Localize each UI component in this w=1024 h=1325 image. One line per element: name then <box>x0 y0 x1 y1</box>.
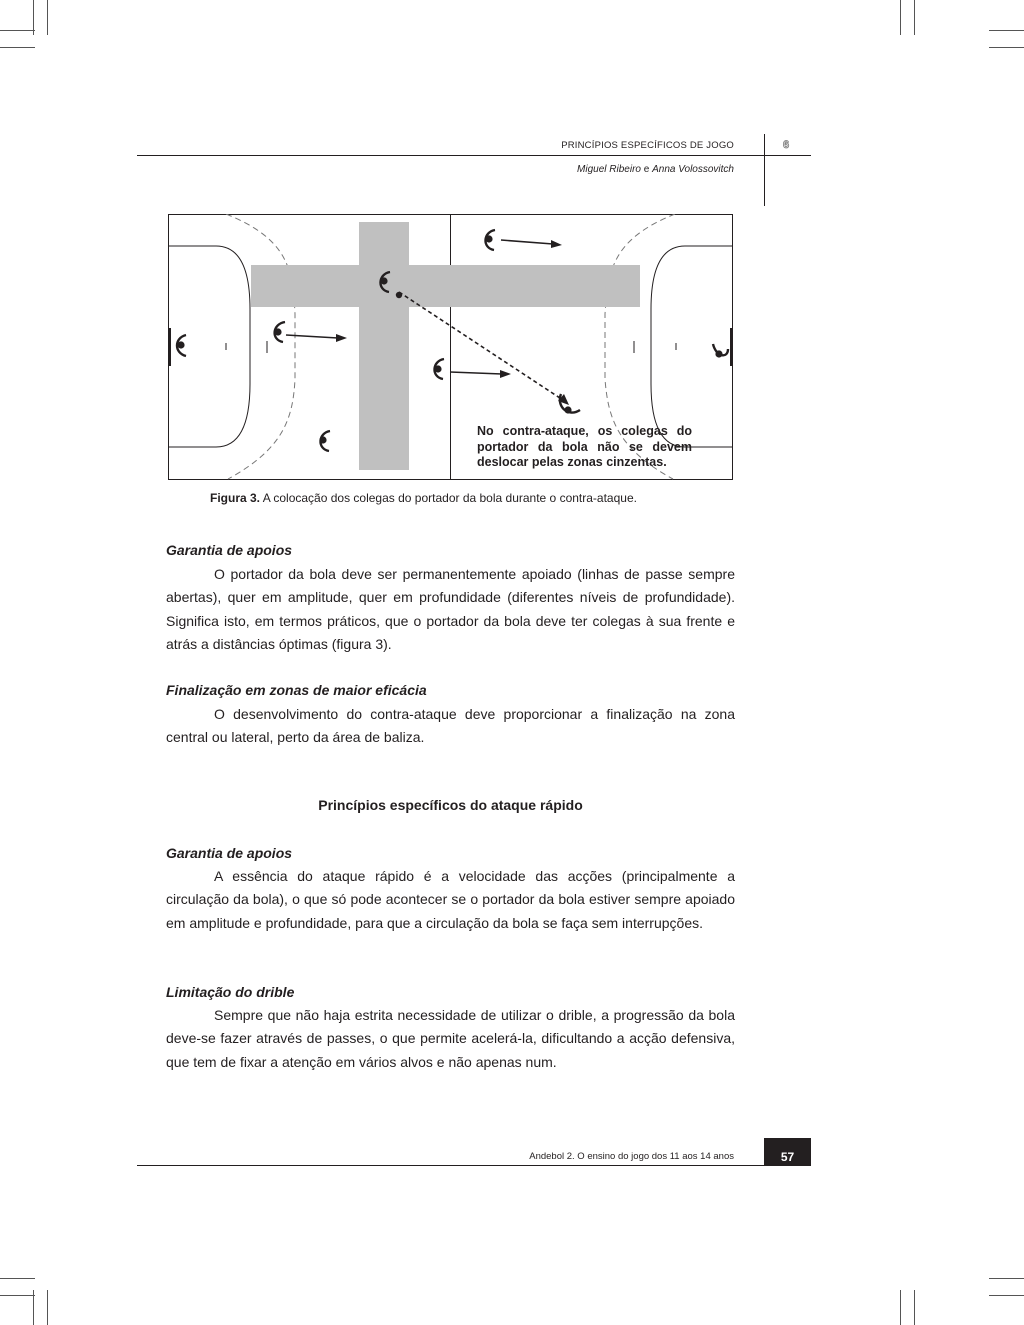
section-heading: Garantia de apoios <box>166 845 293 861</box>
author-separator: e <box>640 164 653 175</box>
header-vertical-rule <box>764 134 765 206</box>
footer-rule <box>137 1165 811 1166</box>
section-heading: Limitação do drible <box>166 984 295 1000</box>
running-title: PRINCÍPIOS ESPECÍFICOS DE JOGO <box>561 140 734 151</box>
subsection-title: Princípios específicos do ataque rápido <box>318 797 583 813</box>
author-1: Miguel Ribeiro <box>577 164 641 175</box>
figure-note: No contra-ataque, os colegas do portador da bola não se devem deslocar pelas zonas cinzentas. <box>477 424 692 469</box>
handball-court-figure <box>168 214 733 480</box>
figure-caption <box>210 491 637 505</box>
section-paragraph: O desenvolvimento do contra-ataque deve proporcionar a finalização na zona central ou lateral, perto da área de baliza. <box>166 706 735 746</box>
authors <box>577 164 734 175</box>
grey-zone-vertical <box>359 222 409 470</box>
section-paragraph: A essência do ataque rápido é a velocidade das acções (principalmente a circulação da bola), o que só pode acontecer se o portador da bola estiver sempre apoiado em amplitude e profundidade, para que a circulação da bola se faça sem interrupções. <box>166 868 735 931</box>
caption-label: Figura 3. <box>210 491 261 505</box>
section-heading: Garantia de apoios <box>166 542 293 558</box>
section-paragraph: Sempre que não haja estrita necessidade de utilizar o drible, a progressão da bola deve-se fazer através de passes, o que permite acelerá-la, dificultando a acção defensiva, que tem de fixar a atenção em vários alvos e não apenas num. <box>166 1007 735 1070</box>
chapter-number: 6 <box>783 139 790 151</box>
header-rule <box>137 155 811 156</box>
grey-zone-horizontal <box>251 265 640 307</box>
page-number: 57 <box>764 1138 811 1165</box>
footer-book-title: Andebol 2. O ensino do jogo dos 11 aos 14 anos <box>529 1151 734 1162</box>
author-2: Anna Volossovitch <box>652 164 734 175</box>
section-heading: Finalização em zonas de maior eficácia <box>166 682 427 698</box>
section-paragraph: O portador da bola deve ser permanentemente apoiado (linhas de passe sempre abertas), quer em amplitude, quer em profundidade (diferentes níveis de profundidade). Significa isto, em termos práticos, que o portador da bola deve ter colegas à sua frente e atrás a distâncias óptimas (figura 3). <box>166 566 735 652</box>
caption-text: A colocação dos colegas do portador da bola durante o contra-ataque. <box>260 491 637 505</box>
